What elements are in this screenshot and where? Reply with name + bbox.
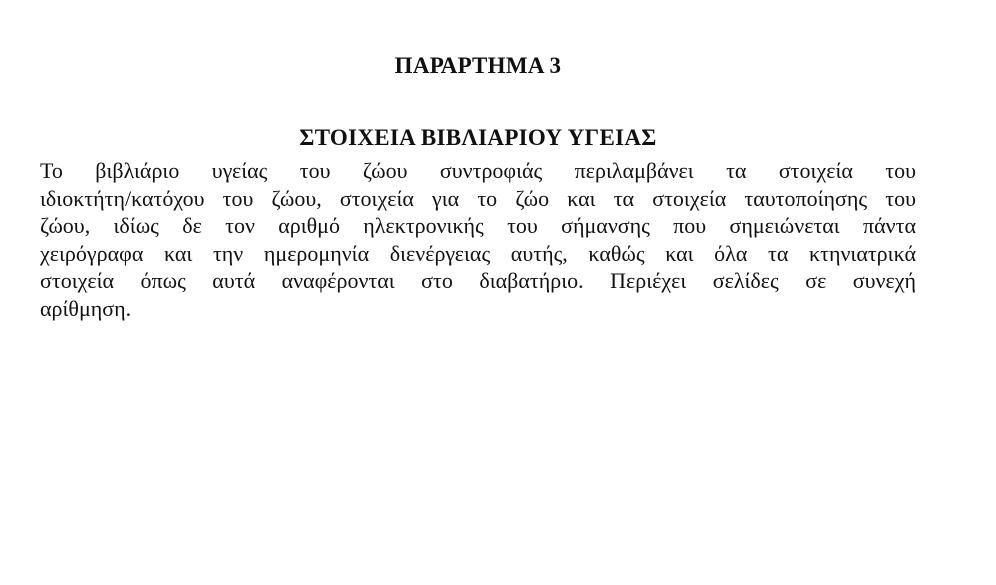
body-paragraph	[40, 157, 916, 323]
paragraph-line-1: Το βιβλιάριο υγείας του ζώου συντροφιάς περιλαμβάνει τα στοιχεία του	[40, 158, 916, 183]
paragraph-line-4: χειρόγραφα και την ημερομηνία διενέργειας αυτής, καθώς και όλα τα κτηνιατρικά	[40, 240, 916, 266]
section-title: ΣΤΟΙΧΕΙΑ ΒΙΒΛΙΑΡΙΟΥ ΥΓΕΙΑΣ	[299, 125, 657, 150]
paragraph-line-5: στοιχεία όπως αυτά αναφέρονται στο διαβατήριο. Περιέχει σελίδες σε συνεχή	[40, 268, 916, 294]
paragraph-line-3: ζώου, ιδίως δε τον αριθμό ηλεκτρονικής του σήμανσης που σημειώνεται πάντα	[40, 213, 916, 239]
paragraph-line-6: αρίθμηση.	[40, 295, 132, 321]
annex-title: ΠΑΡΑΡΤΗΜΑ 3	[394, 53, 562, 78]
paragraph-line-2: ιδιοκτήτη/κατόχου του ζώου, στοιχεία για το ζώο και τα στοιχεία ταυτοποίησης του	[40, 185, 916, 211]
